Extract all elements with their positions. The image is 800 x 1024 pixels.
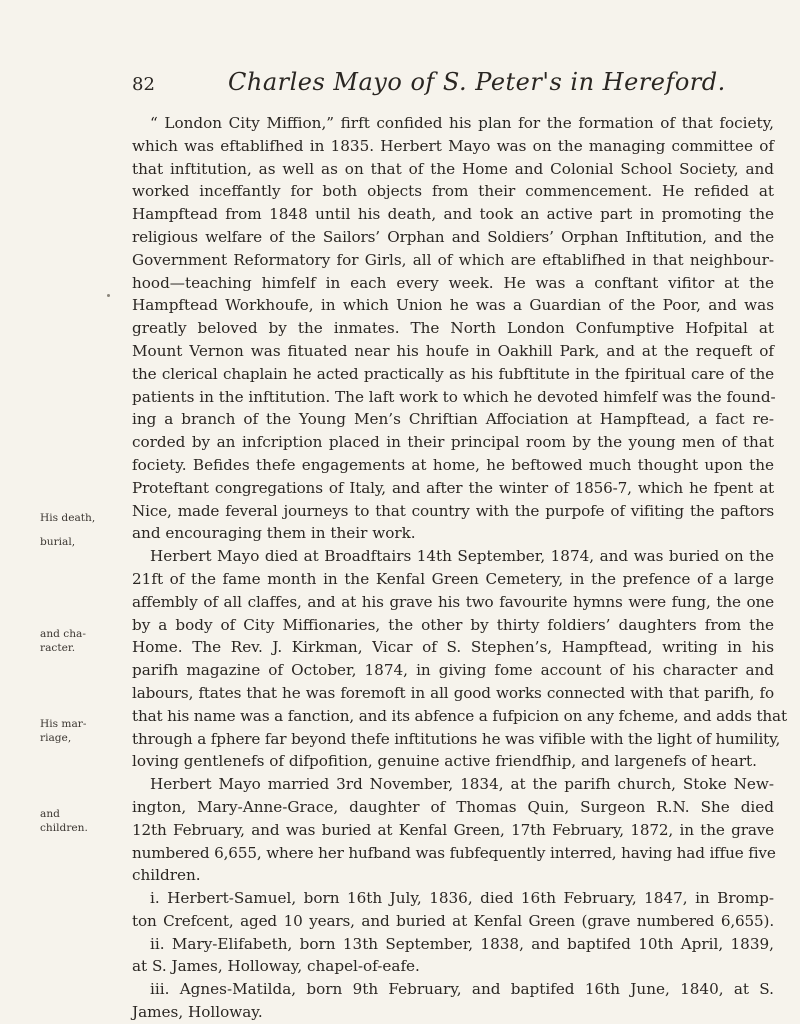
text-line: Nice, made feveral journeys to that country with the purpofe of vifiting the paftors — [132, 501, 774, 520]
text-line: labours, ftates that he was foremoft in all good works connected with that parifh, fo — [132, 683, 774, 702]
text-line: corded by an infcription placed in their principal room by the young men of that — [132, 433, 774, 452]
page-number: 82 — [132, 74, 155, 95]
text-line: at S. James, Holloway, chapel-of-eafe. — [132, 957, 420, 976]
text-line: 21ft of the fame month in the Kenfal Green Cemetery, in the prefence of a large — [132, 569, 774, 588]
text-line: Hampftead Workhoufe, in which Union he was a Guardian of the Poor, and was — [132, 296, 774, 315]
text-line: fociety. Befides thefe engagements at home, he beftowed much thought upon the — [132, 455, 774, 474]
text-line: patients in the inftitution. The laft work to which he devoted himfelf was the found- — [132, 387, 776, 406]
text-line: that inftitution, as well as on that of the Home and Colonial School Society, and — [132, 159, 774, 178]
text-line: greatly beloved by the inmates. The North London Confumptive Hofpital at — [132, 319, 774, 338]
text-line: worked inceffantly for both objects from their commencement. He refided at — [132, 182, 774, 201]
text-line: ington, Mary-Anne-Grace, daughter of Thomas Quin, Surgeon R.N. She died — [132, 797, 774, 816]
text-line: which was eftablifhed in 1835. Herbert Mayo was on the managing committee of — [132, 136, 774, 155]
margin-note-burial: burial, — [40, 536, 76, 548]
text-line: parifh magazine of October, 1874, in giving fome account of his character and — [132, 661, 774, 680]
text-line: i. Herbert-Samuel, born 16th July, 1836, died 16th February, 1847, in Bromp- — [150, 889, 774, 908]
text-line: children. — [132, 866, 201, 885]
margin-note-children-1: and — [40, 808, 60, 820]
margin-note-character-2: racter. — [40, 642, 76, 654]
text-line: Herbert Mayo married 3rd November, 1834, at the parifh church, Stoke New- — [150, 775, 774, 794]
text-line: Mount Vernon was fituated near his houfe in Oakhill Park, and at the requeft of — [132, 341, 774, 360]
text-line: Herbert Mayo died at Broadftairs 14th September, 1874, and was buried on the — [150, 547, 774, 566]
text-line: affembly of all claffes, and at his grave his two favourite hymns were fung, the one — [132, 592, 774, 611]
text-line: by a body of City Miffionaries, the other by thirty foldiers’ daughters from the — [132, 615, 774, 634]
text-line: James, Holloway. — [132, 1003, 263, 1022]
margin-dot — [107, 294, 110, 297]
text-line: ii. Mary-Elifabeth, born 13th September, 1838, and baptifed 10th April, 1839, — [150, 934, 774, 953]
text-line: ing a branch of the Young Men’s Chriftian Affociation at Hampftead, a fact re- — [132, 410, 774, 429]
margin-note-children-2: children. — [40, 822, 88, 834]
text-line: “ London City Miffion,” firft confided his plan for the formation of that fociety, — [150, 114, 774, 132]
text-line: ton Crefcent, aged 10 years, and buried at Kenfal Green (grave numbered 6,655). — [132, 911, 774, 930]
margin-note-marriage-2: riage, — [40, 732, 72, 744]
running-title: Charles Mayo of S. Peter's in Hereford. — [228, 68, 726, 96]
margin-note-death: His death, — [40, 512, 96, 524]
text-line: that his name was a fanction, and its abfence a fufpicion on any fcheme, and adds that — [132, 706, 787, 725]
text-line: numbered 6,655, where her hufband was fubfequently interred, having had iffue five — [132, 843, 776, 862]
text-line: and encouraging them in their work. — [132, 524, 416, 543]
text-line: hood—teaching himfelf in each every week. He was a conftant vifitor at the — [132, 273, 774, 292]
text-line: through a fphere far beyond thefe inftitutions he was vifible with the light of humility, — [132, 729, 781, 748]
running-head — [132, 68, 772, 104]
text-line: iii. Agnes-Matilda, born 9th February, and baptifed 16th June, 1840, at S. — [150, 980, 774, 999]
text-line: Hampftead from 1848 until his death, and took an active part in promoting the — [132, 205, 774, 224]
text-line: the clerical chaplain he acted practically as his fubftitute in the fpiritual care of the — [132, 364, 774, 383]
margin-note-marriage-1: His mar- — [40, 718, 87, 730]
text-line: religious welfare of the Sailors’ Orphan and Soldiers’ Orphan Inftitution, and the — [132, 227, 774, 246]
text-line: loving gentlenefs of difpofition, genuine active friendfhip, and largenefs of heart. — [132, 752, 757, 771]
text-line: Proteftant congregations of Italy, and after the winter of 1856-7, which he fpent at — [132, 478, 774, 497]
margin-note-character-1: and cha- — [40, 628, 86, 640]
text-line: 12th February, and was buried at Kenfal Green, 17th February, 1872, in the grave — [132, 820, 774, 839]
text-line: Government Reformatory for Girls, all of which are eftablifhed in that neighbour- — [132, 250, 774, 269]
body-text — [132, 112, 787, 1024]
text-line: Home. The Rev. J. Kirkman, Vicar of S. Stephen’s, Hampftead, writing in his — [132, 638, 774, 657]
